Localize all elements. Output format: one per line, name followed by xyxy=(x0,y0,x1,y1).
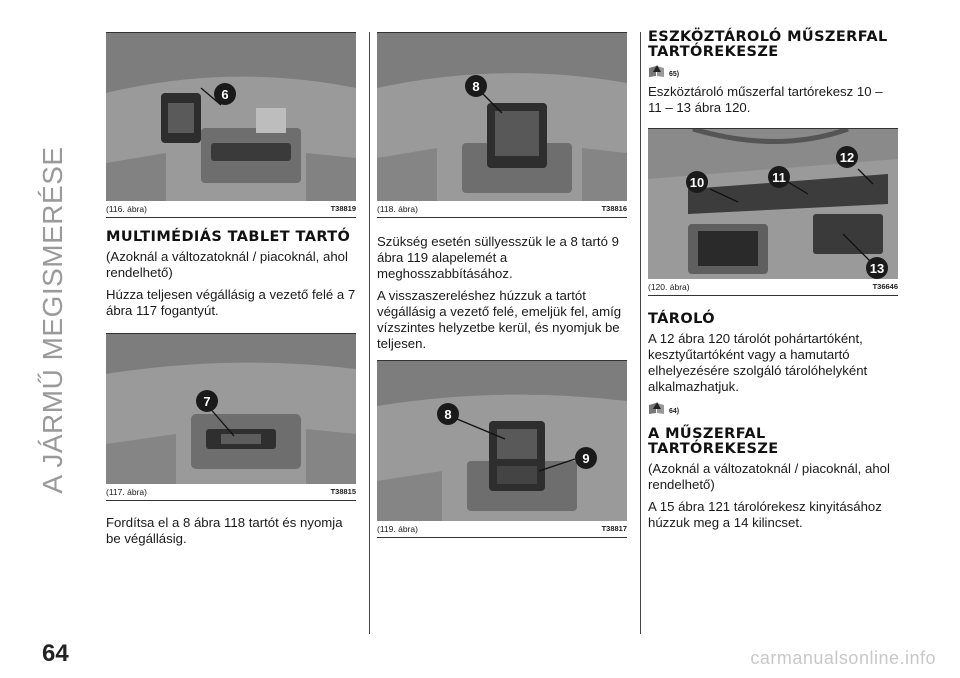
callout-8: 8 xyxy=(437,403,459,425)
figure-120-image xyxy=(648,129,898,279)
column-divider xyxy=(640,32,641,634)
callout-11: 11 xyxy=(768,166,790,188)
callout-9: 9 xyxy=(575,447,597,469)
paragraph: A 12 ábra 120 tárolót pohártartóként, kesztyűtartóként vagy a hamutartó elhelyezésére szolgáló tárolóhelyként alkalmazhatjuk. xyxy=(648,331,868,394)
paragraph: Fordítsa el a 8 ábra 118 tartót és nyomja be végállásig. xyxy=(106,515,343,546)
figure-118-ref: T38816 xyxy=(601,204,627,213)
figure-117-image xyxy=(106,334,356,484)
section-heading-storage: TÁROLÓ xyxy=(648,311,715,327)
paragraph: (Azoknál a változatoknál / piacoknál, ahol rendelhető) xyxy=(648,461,890,492)
figure-118-image xyxy=(377,33,627,201)
figure-116-label: (116. ábra) xyxy=(106,204,147,214)
column-3 xyxy=(648,30,898,537)
figure-116-ref: T38819 xyxy=(330,204,356,213)
figure-119-label: (119. ábra) xyxy=(377,524,418,534)
section-heading-tablet-holder: MULTIMÉDIÁS TABLET TARTÓ xyxy=(106,229,351,245)
chapter-side-title xyxy=(28,40,78,600)
figure-119-ref: T38817 xyxy=(601,524,627,533)
callout-6: 6 xyxy=(214,83,236,105)
figure-119-image xyxy=(377,361,627,521)
callout-7: 7 xyxy=(196,390,218,412)
paragraph: A visszaszereléshez húzzuk a tartót végállásig a vezető felé, emeljük fel, amíg vízszintes helyzetbe kerül, és nyomjuk be teljesen. xyxy=(377,288,622,351)
figure-117-ref: T38815 xyxy=(330,487,356,496)
callout-10: 10 xyxy=(686,171,708,193)
warning-book-icon xyxy=(648,64,666,78)
warning-book-icon xyxy=(648,401,666,415)
paragraph: Eszköztároló műszerfal tartórekesz 10 – 11 – 13 ábra 120. xyxy=(648,84,883,115)
chapter-title-text: A JÁRMŰ MEGISMERÉSE xyxy=(37,146,68,494)
paragraph: A 15 ábra 121 tárolórekesz kinyitásához húzzuk meg a 14 kilincset. xyxy=(648,499,882,530)
callout-8: 8 xyxy=(465,75,487,97)
paragraph: (Azoknál a változatoknál / piacoknál, ahol rendelhető) xyxy=(106,249,348,280)
warning-reference xyxy=(648,401,898,415)
figure-117 xyxy=(106,333,356,501)
warning-reference xyxy=(648,64,898,78)
paragraph: Szükség esetén süllyesszük le a 8 tartó 9 ábra 119 alapelemét a meghosszabbításához. xyxy=(377,234,619,281)
figure-118 xyxy=(377,32,627,218)
warning-number: 65) xyxy=(669,71,680,78)
figure-119 xyxy=(377,360,627,538)
warning-number: 64) xyxy=(669,408,680,415)
figure-118-label: (118. ábra) xyxy=(377,204,418,214)
figure-120-ref: T36646 xyxy=(872,282,898,291)
paragraph: Húzza teljesen végállásig a vezető felé a 7 ábra 117 fogantyút. xyxy=(106,287,356,318)
figure-116 xyxy=(106,32,356,218)
callout-13: 13 xyxy=(866,257,888,279)
section-heading-tool-storage: ESZKÖZTÁROLÓ MŰSZERFAL TARTÓREKESZE xyxy=(648,29,888,60)
column-2 xyxy=(377,32,627,538)
figure-116-image xyxy=(106,33,356,201)
column-divider xyxy=(369,32,370,634)
callout-12: 12 xyxy=(836,146,858,168)
figure-120-label: (120. ábra) xyxy=(648,282,690,292)
figure-117-label: (117. ábra) xyxy=(106,487,147,497)
watermark: carmanualsonline.info xyxy=(750,648,936,668)
section-heading-dashboard-compartment: A MŰSZERFAL TARTÓREKESZE xyxy=(648,426,779,457)
column-1 xyxy=(106,32,356,553)
figure-120 xyxy=(648,128,898,296)
page-number: 64 xyxy=(42,640,69,667)
